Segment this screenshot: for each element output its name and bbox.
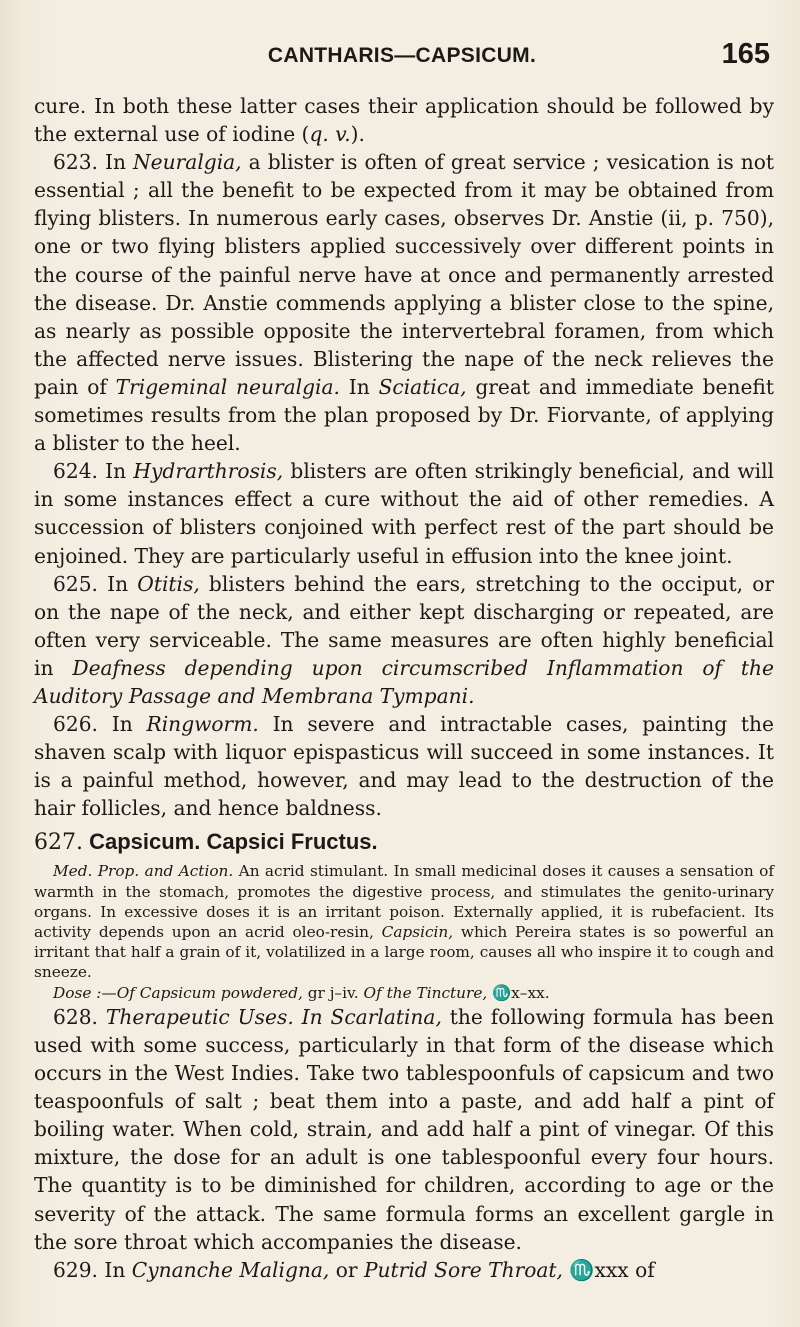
small-print-block <box>34 861 774 1002</box>
paragraph-629: 629. In Cynanche Maligna, or Putrid Sore Throat, ♏xxx of <box>53 1257 655 1282</box>
paragraph-628: 628. Therapeutic Uses. In Scarlatina, the following formula has been used with some success, particularly in that form of the disease which occurs in the West Indies. Take two tablespoonfuls of capsicum and two teaspoonfuls of salt ; beat them into a paste, and add half a pint of boiling water. When cold, strain, and add half a pint of vinegar. Of this mixture, the dose for an adult is one tablespoonful every four hours. The quantity is to be diminished for children, according to age or the severity of the attack. The same formula forms an excellent gargle in the sore throat which accompanies the disease. <box>34 1004 774 1254</box>
dose-paragraph: Dose :—Of Capsicum powdered, gr j–iv. Of the Tincture, ♏x–xx. <box>53 983 550 1002</box>
paragraph-626: 626. In Ringworm. In severe and intractable cases, painting the shaven scalp with liquor epispasticus will succeed in some instances. It is a painful method, however, and may lead to the destruction of the hair follicles, and hence baldness. <box>34 712 774 821</box>
paragraph-623: 623. In Neuralgia, a blister is often of great service ; vesication is not essential ; all the benefit to be expected from it may be obtained from flying blisters. In numerous early cases, observes Dr. Anstie (ii, p. 750), one or two flying blisters applied successively over different points in the course of the painful nerve have at once and permanently arrested the disease. Dr. Anstie commends applying a blister close to the spine, as nearly as possible opposite the intervertebral foramen, from which the affected nerve issues. Blistering the nape of the neck relieves the pain of Trigeminal neuralgia. In Sciatica, great and immediate benefit sometimes results from the plan proposed by Dr. Fiorvante, of applying a blister to the heel. <box>34 150 774 456</box>
med-prop-paragraph: Med. Prop. and Action. An acrid stimulant. In small medicinal doses it causes a sensation of warmth in the stomach, promotes the digestive process, and stimulates the genito-urinary organs. In excessive doses it is an irritant poison. Externally applied, it is rubefacient. Its activity depends upon an acrid oleo-resin, Capsicin, which Pereira states is so powerful an irritant that half a grain of it, volatilized in a large room, causes all who inspire it to cough and sneeze. <box>34 862 774 982</box>
paragraph-624: 624. In Hydrarthrosis, blisters are often strikingly beneficial, and will in some instances effect a cure without the aid of other remedies. A succession of blisters conjoined with perfect rest of the part should be enjoined. They are particularly useful in effusion into the knee joint. <box>34 459 774 568</box>
running-title: CANTHARIS—CAPSICUM. <box>267 44 537 67</box>
running-header <box>34 38 770 80</box>
page-number: 165 <box>721 38 770 70</box>
paragraph-continuation: cure. In both these latter cases their application should be followed by the external use of iodine (q. v.). <box>34 94 774 147</box>
page-body <box>34 92 774 1284</box>
section-heading-capsicum: 627. Capsicum. Capsici Fructus. <box>34 829 378 856</box>
paragraph-625: 625. In Otitis, blisters behind the ears, stretching to the occiput, or on the nape of the neck, and either kept discharging or repeated, are often very serviceable. The same measures are often highly beneficial in Deafness depending upon circumscribed Inflammation of the Auditory Passage and Membrana Tympani. <box>34 571 774 708</box>
